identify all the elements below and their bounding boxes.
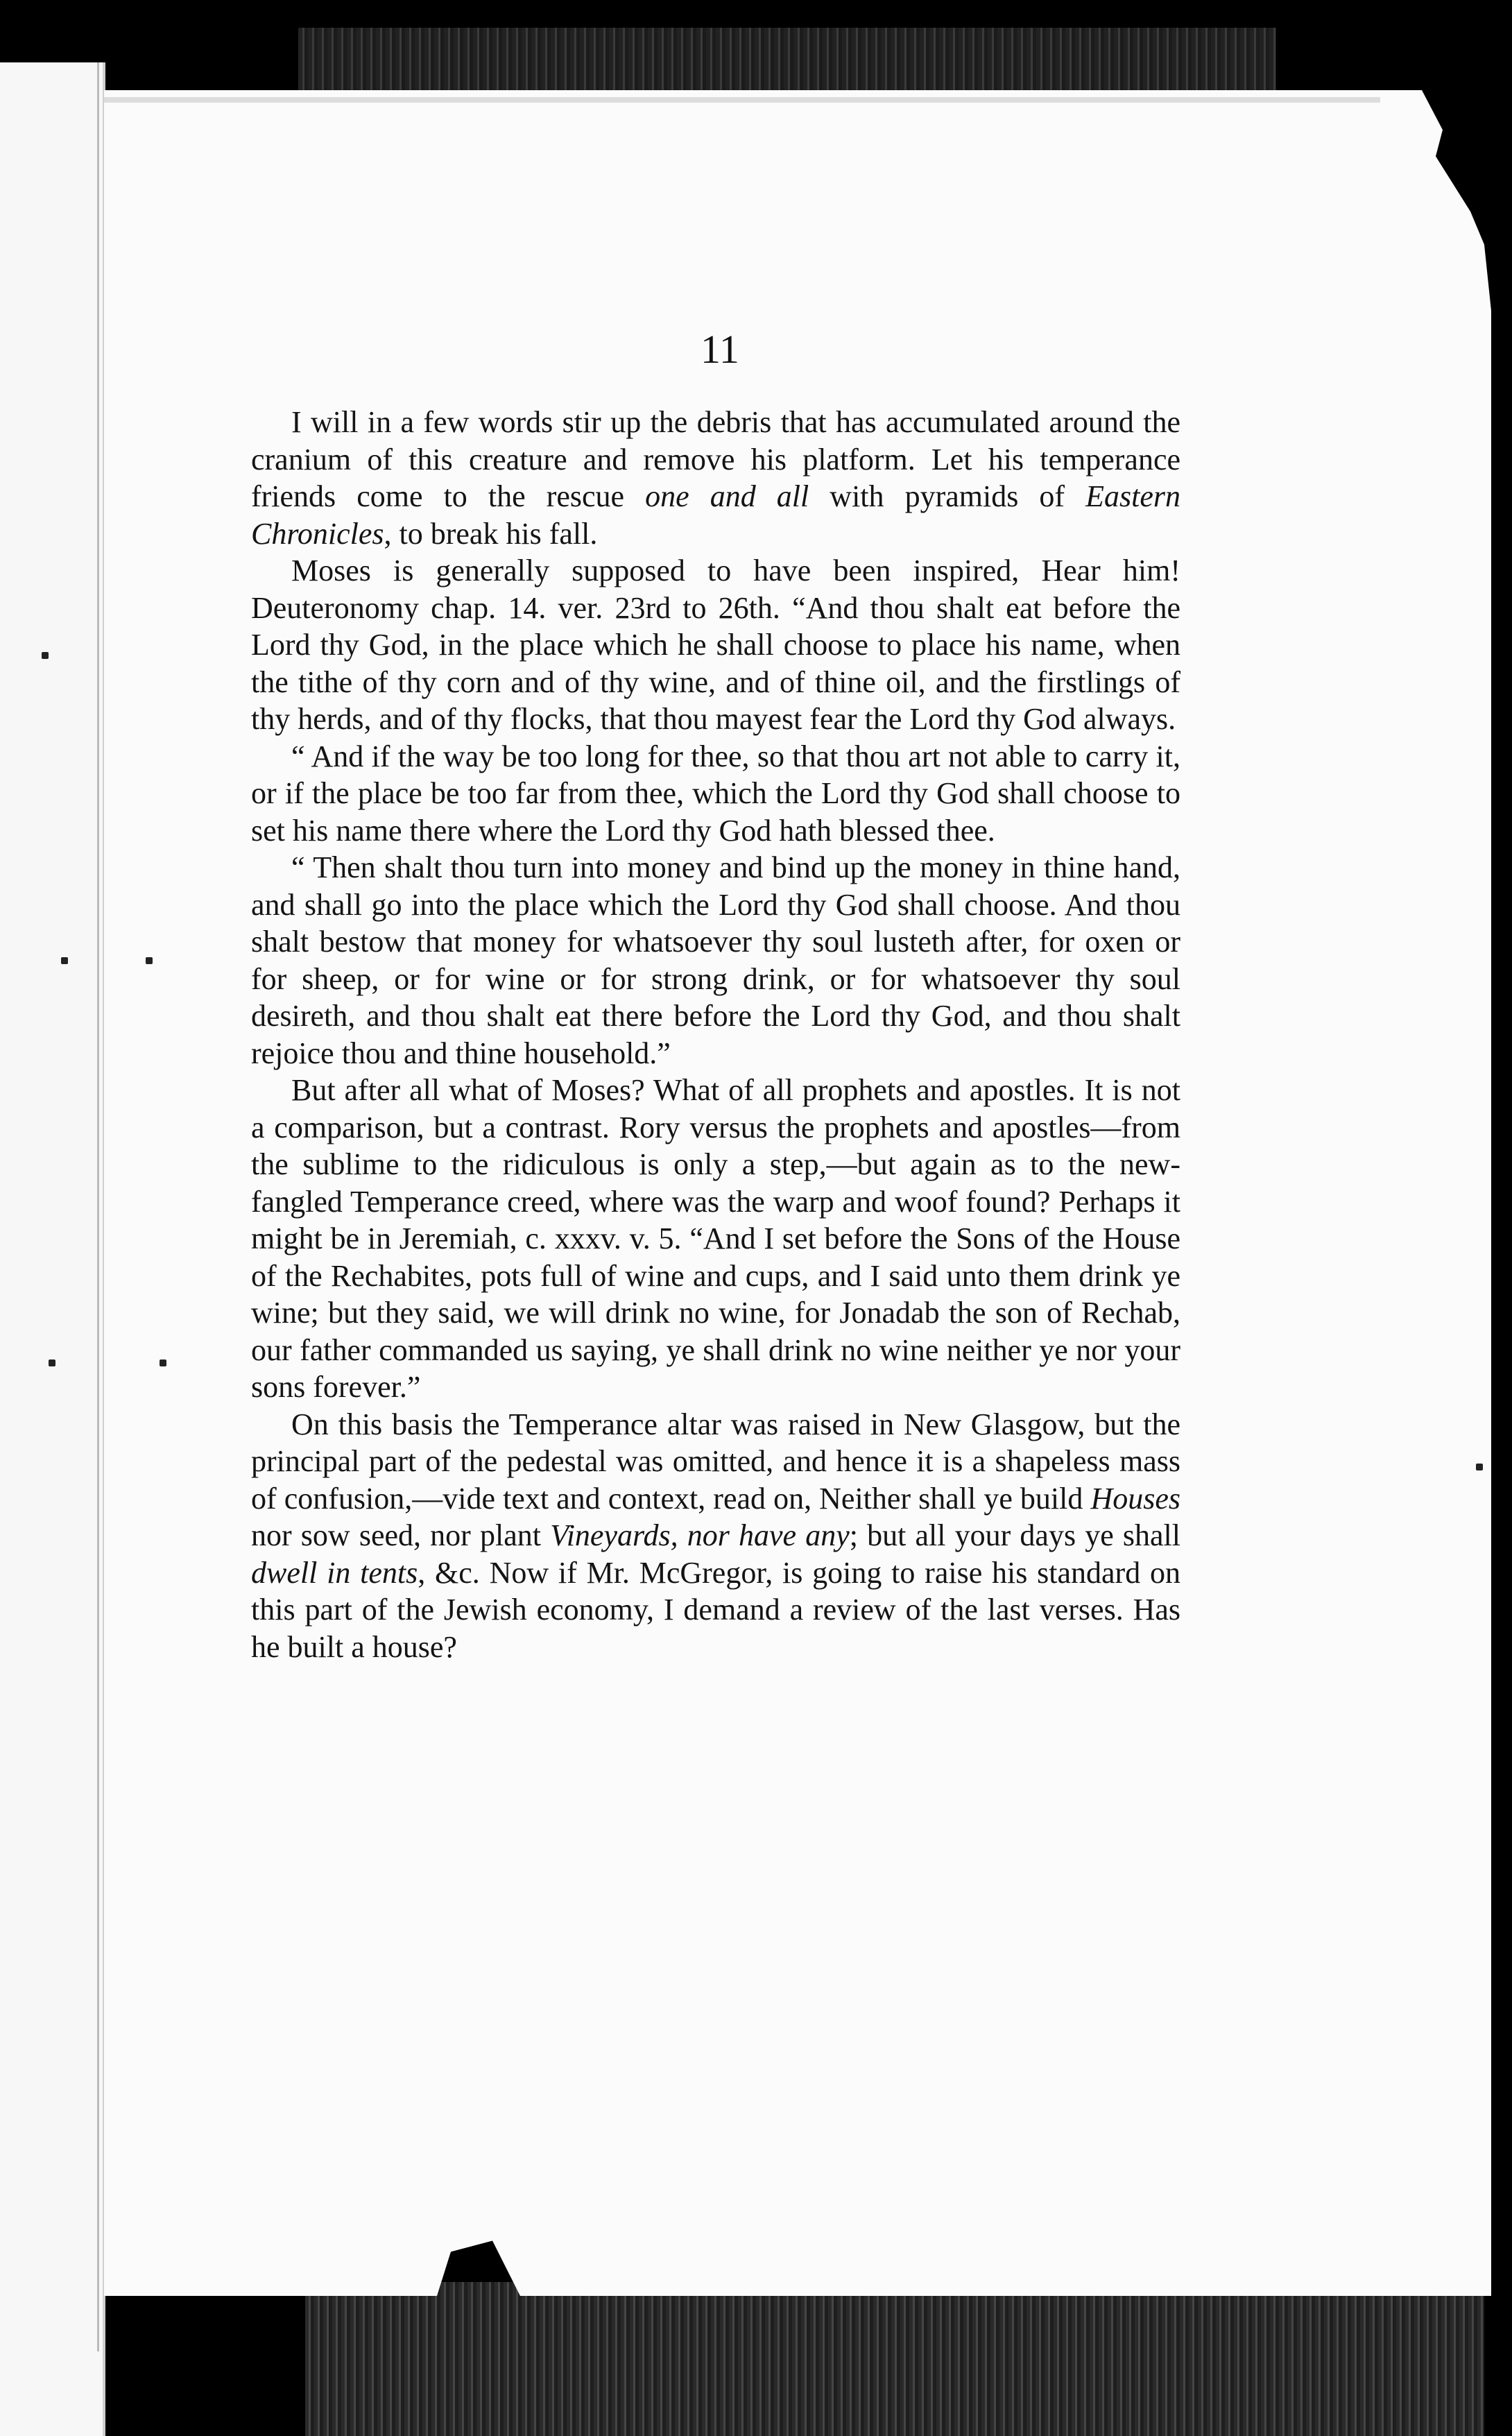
text-run: I will in a few words stir up the debris that has accumulated around the cranium of this creature and remove his platform. Let his temperance friends come to the rescue	[251, 405, 1180, 513]
previous-page-edge	[0, 62, 105, 2436]
paragraph	[251, 738, 1180, 850]
text-run: “ And if the way be too long for thee, so that thou art not able to carry it, or if the place be too far from thee, which the Lord thy God shall choose to set his name there where the Lord thy God hath blessed thee.	[251, 739, 1180, 848]
italic-text: dwell in tents	[251, 1555, 418, 1590]
text-run: , to break his fall.	[384, 516, 598, 551]
text-run: , &c. Now if Mr. McGregor, is going to raise his standard on this part of the Jewish economy, I demand a review of the last verses. Has he built a house?	[251, 1555, 1180, 1664]
page-top-edge	[104, 97, 1380, 103]
text-run: with pyramids of	[809, 479, 1086, 513]
body-text	[251, 404, 1180, 1665]
page-number: 11	[701, 327, 739, 372]
italic-text: Houses	[1090, 1481, 1180, 1516]
scan-background-bottom	[305, 2282, 1484, 2436]
paragraph	[251, 1072, 1180, 1406]
scan-mark	[146, 957, 153, 964]
text-run: Moses is generally supposed to have been inspired, Hear him! Deuteronomy chap. 14. ver. 23rd to 26th. “And thou shalt eat before the Lord thy God, in the place which he shall choose to place his name, when the tithe of thy corn and of thy wine, and of thine oil, and the firstlings of thy herds, and of thy flocks, that thou mayest fear the Lord thy God always.	[251, 554, 1180, 736]
paragraph	[251, 1406, 1180, 1666]
text-run: On this basis the Temperance altar was raised in New Glasgow, but the principal part of the pedestal was omitted, and hence it is a shapeless mass of confusion,—vide text and context, read on, Neither shall ye build	[251, 1407, 1180, 1516]
scan-mark	[1476, 1464, 1483, 1470]
paragraph	[251, 849, 1180, 1072]
italic-text: Eastern Chronicles	[251, 479, 1181, 551]
italic-text: Vineyards, nor have any	[550, 1518, 850, 1552]
paragraph	[251, 404, 1180, 552]
scan-mark	[61, 957, 68, 964]
text-run: “ Then shalt thou turn into money and bind up the money in thine hand, and shall go into the place which the Lord thy God shall choose. And thou shalt bestow that money for whatsoever thy soul lusteth after, for oxen or for sheep, or for wine or for strong drink, or for whatsoever thy soul desireth, and thou shalt eat there before the Lord thy God, and thou shalt rejoice thou and thine household.”	[251, 850, 1180, 1070]
scan-mark	[160, 1359, 166, 1366]
italic-text: one and all	[645, 479, 809, 513]
text-run: ; but all your days ye shall	[849, 1518, 1180, 1552]
text-run: But after all what of Moses? What of all prophets and apostles. It is not a comparison, but a contrast. Rory versus the prophets and apostles—from the sublime to the ridiculous is only a step,—but again as to the new-fangled Temperance creed, where was the warp and woof found? Perhaps it might be in Jeremiah, c. xxxv. v. 5. “And I set before the Sons of the House of the Rechabites, pots full of wine and cups, and I said unto them drink ye wine; but they said, we will drink no wine, for Jonadab the son of Rechab, our father commanded us saying, ye shall drink no wine neither ye nor your sons forever.”	[251, 1073, 1180, 1404]
scan-mark	[42, 652, 49, 659]
text-run: nor sow seed, nor plant	[251, 1518, 551, 1552]
scan-mark	[49, 1359, 55, 1366]
gutter-line	[97, 62, 99, 2351]
paragraph	[251, 552, 1180, 738]
